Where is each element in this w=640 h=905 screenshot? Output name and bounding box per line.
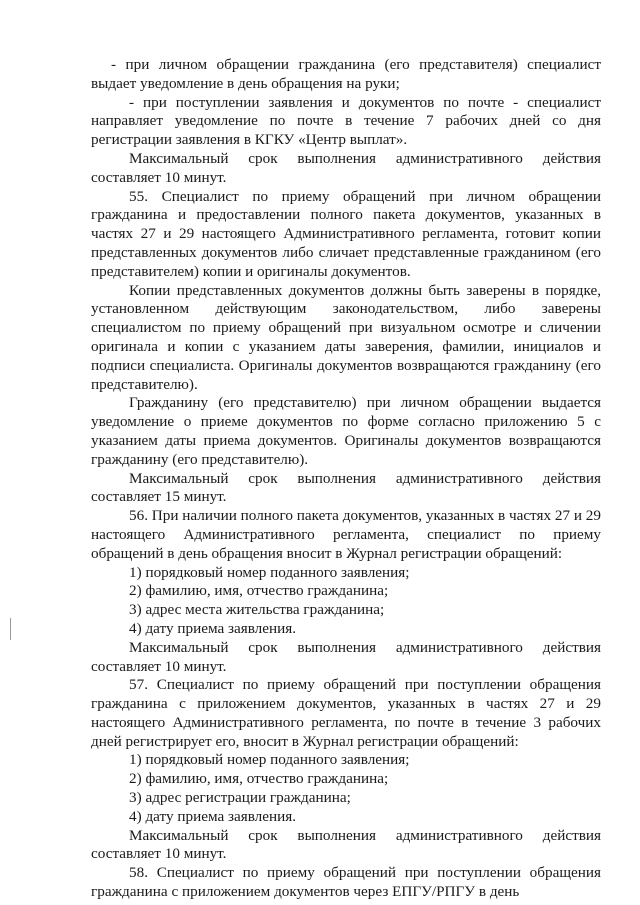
paragraph-57: 57. Специалист по приему обращений при поступлении обращения гражданина с приложением документов, указанных в частях 27 и 29 настоящего Административного регламента, по почте в течение 3 рабочих дней регистрирует его, вносит в Журнал регистрации обращений: bbox=[91, 676, 601, 750]
scan-margin-mark bbox=[10, 618, 11, 640]
paragraph-58: 58. Специалист по приему обращений при поступлении обращения гражданина с приложением документов через ЕПГУ/РПГУ в день bbox=[91, 864, 601, 901]
paragraph-copies: Копии представленных документов должны быть заверены в порядке, установленном действующим законодательством, либо заверены специалистом по приему обращений при визуальном осмотре и сличении оригинала и копии с указанием даты заверения, фамилии, инициалов и подписи специалиста. Оригиналы документов возвращаются гражданину (его представителю). bbox=[91, 281, 601, 393]
list-item: 2) фамилию, имя, отчество гражданина; bbox=[129, 770, 389, 788]
list-item: 4) дату приема заявления. bbox=[129, 807, 297, 825]
paragraph-56: 56. При наличии полного пакета документов, указанных в частях 27 и 29 настоящего Административного регламента, специалист по приему обращений в день обращения вносит в Журнал регистрации обращений: bbox=[91, 507, 601, 562]
list-item: 3) адрес места жительства гражданина; bbox=[129, 601, 385, 619]
paragraph-55: 55. Специалист по приему обращений при личном обращении гражданина и предоставлении полного пакета документов, указанных в частях 27 и 29 настоящего Административного регламента, готовит копии представленных документов либо сличает представленные гражданином (его представителем) копии и оригиналы документов. bbox=[91, 187, 601, 280]
list-item: 4) дату приема заявления. bbox=[129, 619, 297, 637]
paragraph-notification: Гражданину (его представителю) при личном обращении выдается уведомление о приеме документов по форме согласно приложению 5 с указанием даты приема документов. Оригиналы документов возвращаются гражданину (его представителю). bbox=[91, 394, 601, 468]
paragraph-max-time-4: Максимальный срок выполнения административного действия составляет 10 минут. bbox=[91, 826, 601, 863]
document-page bbox=[91, 56, 601, 902]
list-item: 3) адрес регистрации гражданина; bbox=[129, 789, 351, 807]
list-item: 2) фамилию, имя, отчество гражданина; bbox=[129, 582, 389, 600]
list-item: 1) порядковый номер поданного заявления; bbox=[129, 751, 410, 769]
paragraph-max-time-3: Максимальный срок выполнения административного действия составляет 10 минут. bbox=[91, 638, 601, 675]
paragraph-max-time-2: Максимальный срок выполнения административного действия составляет 15 минут. bbox=[91, 469, 601, 506]
list-item: 1) порядковый номер поданного заявления; bbox=[129, 563, 410, 581]
paragraph-dash-personal: - при личном обращении гражданина (его представителя) специалист выдает уведомление в день обращения на руки; bbox=[91, 56, 601, 92]
paragraph-dash-mail: - при поступлении заявления и документов по почте - специалист направляет уведомление по почте в течение 7 рабочих дней со дня регистрации заявления в КГКУ «Центр выплат». bbox=[91, 93, 601, 149]
paragraph-max-time-1: Максимальный срок выполнения административного действия составляет 10 минут. bbox=[91, 149, 601, 186]
